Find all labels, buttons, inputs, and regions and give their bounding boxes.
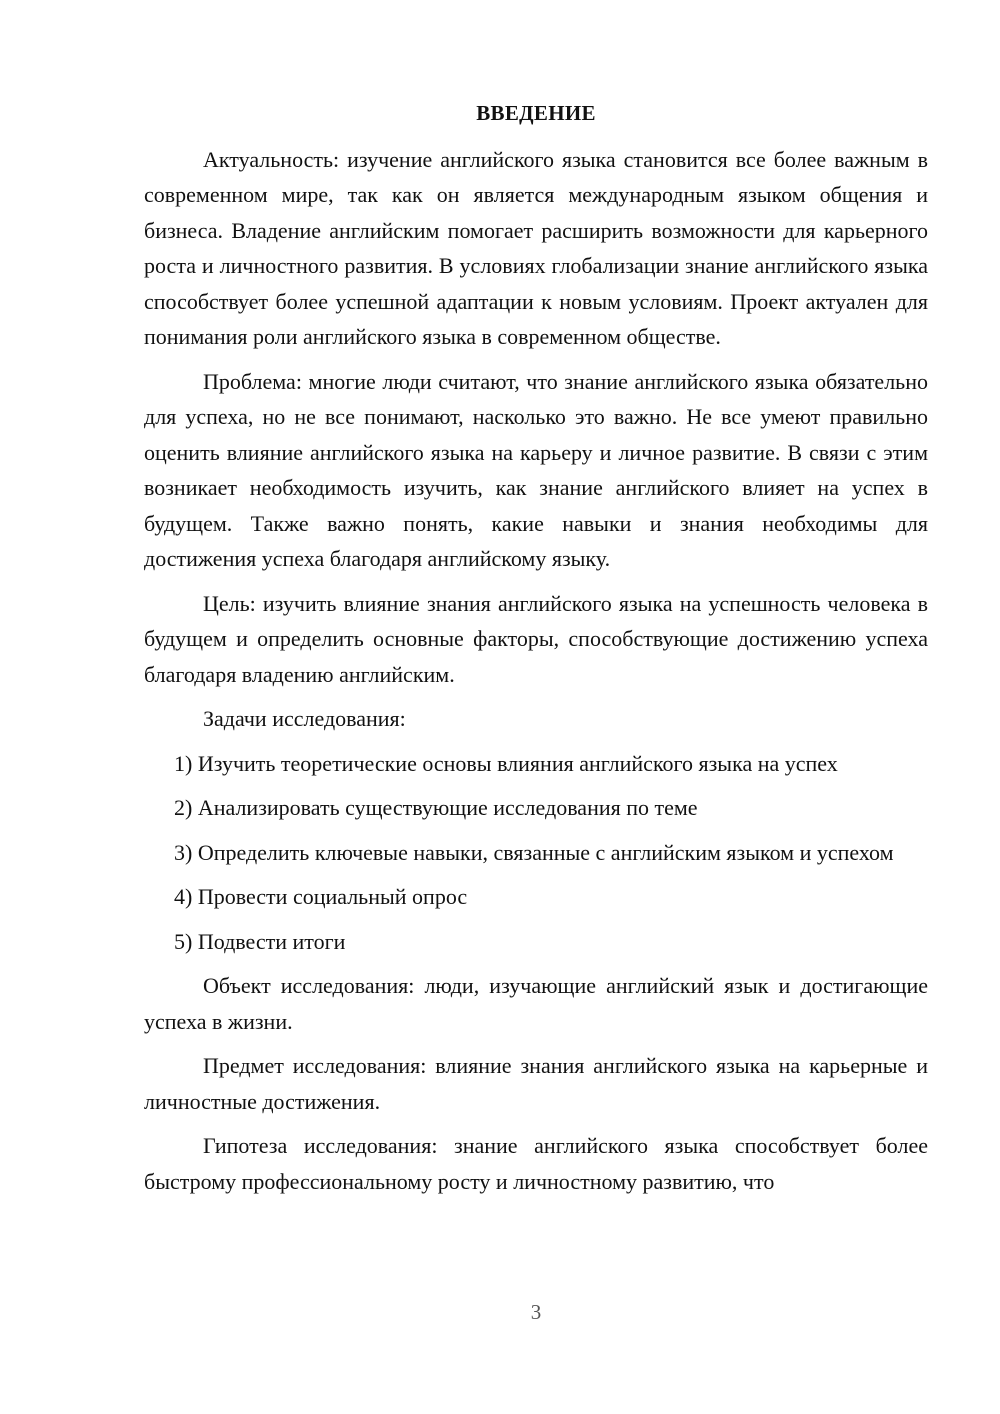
task-item-2: 2) Анализировать существующие исследования по теме — [174, 795, 698, 820]
page-content — [144, 96, 928, 1199]
paragraph-hypothesis: Гипотеза исследования: знание английского языка способствует более быстрому профессиональному росту и личностному развитию, что — [144, 1133, 928, 1194]
paragraph-subject: Предмет исследования: влияние знания английского языка на карьерные и личностные достижения. — [144, 1053, 928, 1114]
task-item-5: 5) Подвести итоги — [174, 928, 346, 954]
tasks-heading: Задачи исследования: — [203, 706, 406, 731]
paragraph-goal: Цель: изучить влияние знания английского языка на успешность человека в будущем и определить основные факторы, способствующие достижению успеха благодаря владению английским. — [144, 590, 928, 687]
task-item-4: 4) Провести социальный опрос — [174, 884, 468, 909]
tasks-list — [144, 746, 928, 960]
task-item-1: 1) Изучить теоретические основы влияния английского языка на успех — [174, 750, 838, 776]
task-item-3: 3) Определить ключевые навыки, связанные с английским языком и успехом — [174, 839, 894, 865]
paragraph-problem: Проблема: многие люди считают, что знание английского языка обязательно для успеха, но не все понимают, насколько это важно. Не все умеют правильно оценить влияние английского языка на карьеру и личное развитие. В связи с этим возникает необходимость изучить, как знание английского влияет на успех в будущем. Также важно понять, какие навыки и знания необходимы для достижения успеха благодаря английскому языку. — [144, 368, 928, 571]
page-number: 3 — [530, 1300, 542, 1324]
paragraph-relevance: Актуальность: изучение английского языка становится все более важным в современном мире, так как он является международным языком общения и бизнеса. Владение английским помогает расширить возможности для карьерного роста и личностного развития. В условиях глобализации знание английского языка способствует более успешной адаптации к новым условиям. Проект актуален для понимания роли английского языка в современном обществе. — [144, 146, 928, 349]
section-title: ВВЕДЕНИЕ — [476, 101, 596, 125]
paragraph-object: Объект исследования: люди, изучающие английский язык и достигающие успеха в жизни. — [144, 973, 928, 1034]
